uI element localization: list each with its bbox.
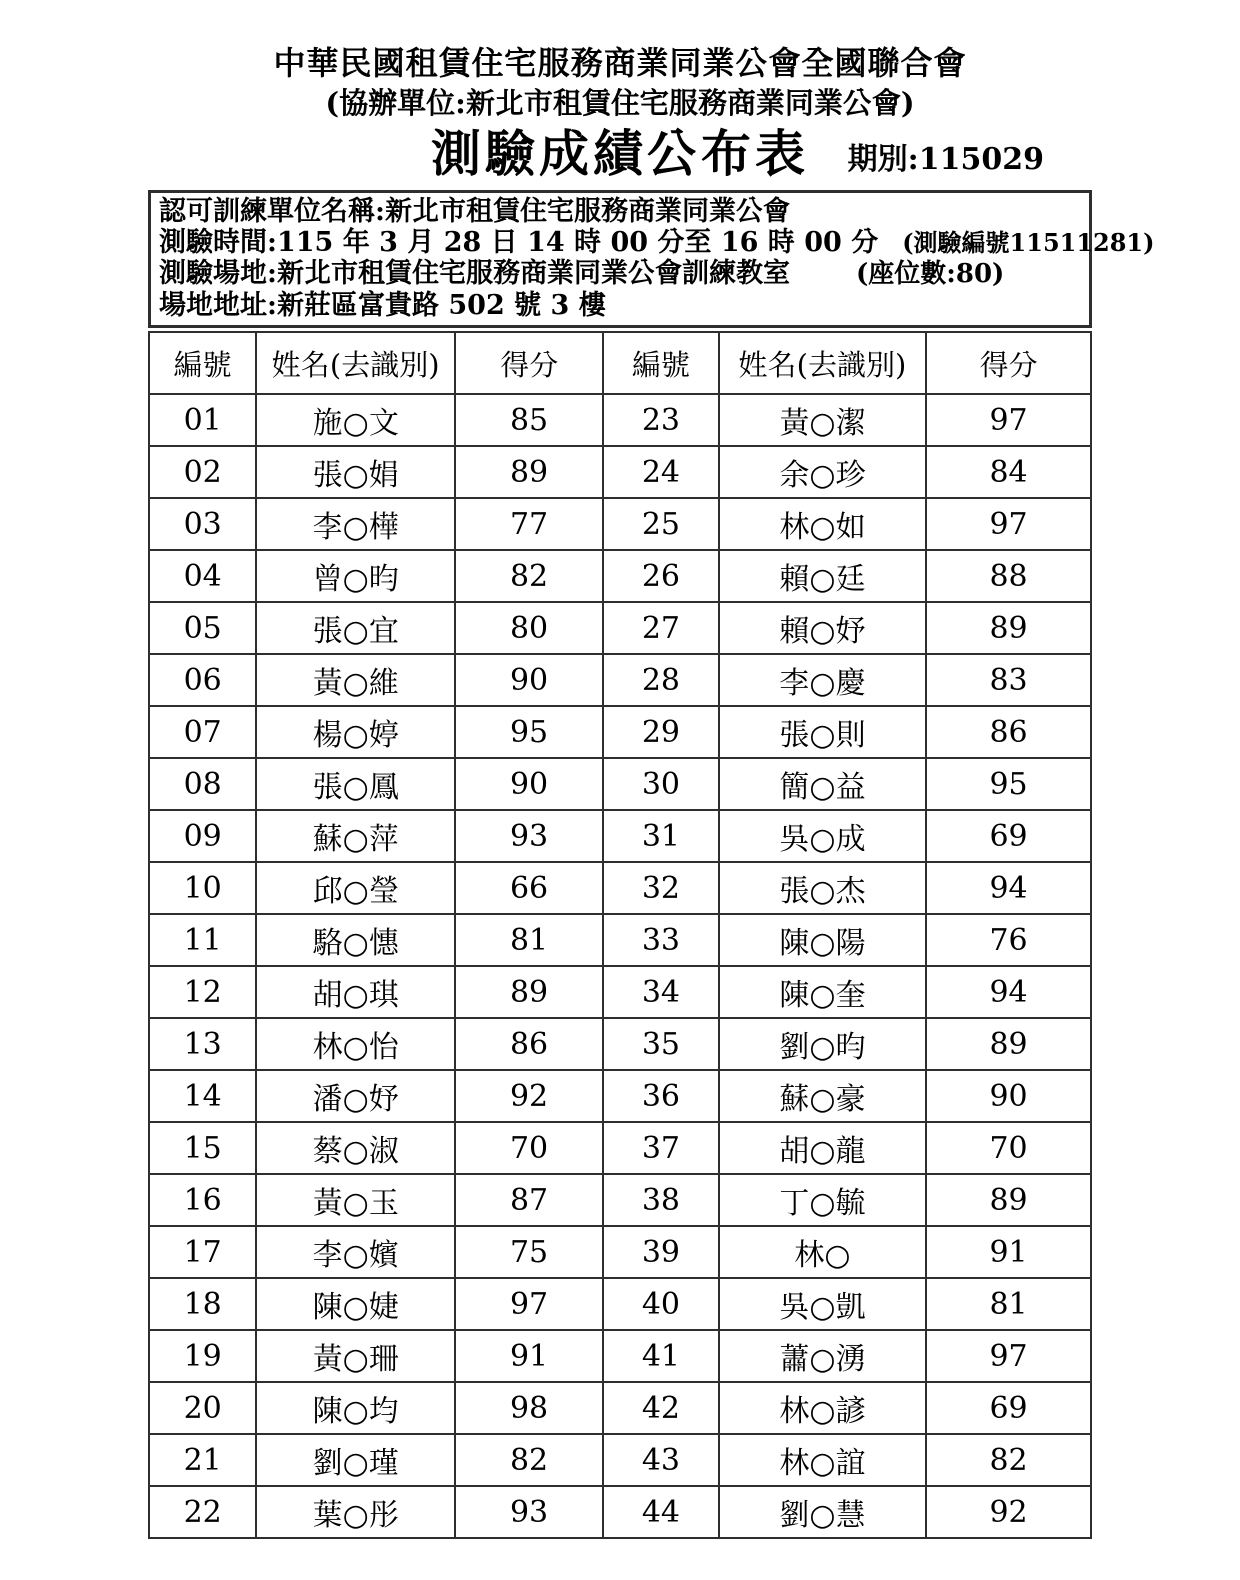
number-cell: 05 bbox=[149, 602, 256, 654]
name-cell: 簡○益 bbox=[719, 758, 926, 810]
score-cell: 93 bbox=[455, 810, 603, 862]
name-cell: 林○怡 bbox=[256, 1018, 455, 1070]
number-cell: 42 bbox=[603, 1382, 719, 1434]
training-unit-line: 認可訓練單位名稱:新北市租賃住宅服務商業同業公會 bbox=[159, 196, 790, 227]
score-cell: 90 bbox=[455, 654, 603, 706]
name-cell: 張○則 bbox=[719, 706, 926, 758]
score-cell: 90 bbox=[455, 758, 603, 810]
table-row bbox=[149, 1018, 1091, 1070]
name-cell: 張○鳳 bbox=[256, 758, 455, 810]
name-cell: 吳○凱 bbox=[719, 1278, 926, 1330]
score-cell: 86 bbox=[926, 706, 1091, 758]
number-cell: 33 bbox=[603, 914, 719, 966]
col-score-right: 得分 bbox=[926, 332, 1091, 394]
score-cell: 85 bbox=[455, 394, 603, 446]
number-cell: 44 bbox=[603, 1486, 719, 1538]
name-cell: 林○ bbox=[719, 1226, 926, 1278]
table-row bbox=[149, 914, 1091, 966]
exam-time-line bbox=[159, 227, 1155, 258]
score-table-body bbox=[149, 394, 1091, 1538]
number-cell: 12 bbox=[149, 966, 256, 1018]
score-cell: 97 bbox=[926, 394, 1091, 446]
score-cell: 91 bbox=[926, 1226, 1091, 1278]
document-content bbox=[148, 42, 1155, 1539]
name-cell: 賴○妤 bbox=[719, 602, 926, 654]
name-cell: 胡○龍 bbox=[719, 1122, 926, 1174]
score-cell: 92 bbox=[455, 1070, 603, 1122]
number-cell: 04 bbox=[149, 550, 256, 602]
table-row bbox=[149, 602, 1091, 654]
organization-name: 中華民國租賃住宅服務商業同業公會全國聯合會 bbox=[273, 44, 967, 82]
table-row bbox=[149, 446, 1091, 498]
number-cell: 02 bbox=[149, 446, 256, 498]
number-cell: 34 bbox=[603, 966, 719, 1018]
score-table bbox=[148, 331, 1092, 1539]
score-cell: 81 bbox=[926, 1278, 1091, 1330]
table-row bbox=[149, 758, 1091, 810]
name-cell: 駱○憓 bbox=[256, 914, 455, 966]
col-number-left: 編號 bbox=[149, 332, 256, 394]
table-row bbox=[149, 1486, 1091, 1538]
score-cell: 93 bbox=[455, 1486, 603, 1538]
score-cell: 87 bbox=[455, 1174, 603, 1226]
table-row bbox=[149, 706, 1091, 758]
number-cell: 16 bbox=[149, 1174, 256, 1226]
score-cell: 76 bbox=[926, 914, 1091, 966]
score-cell: 69 bbox=[926, 810, 1091, 862]
score-cell: 66 bbox=[455, 862, 603, 914]
score-cell: 95 bbox=[926, 758, 1091, 810]
score-cell: 94 bbox=[926, 966, 1091, 1018]
name-cell: 蕭○湧 bbox=[719, 1330, 926, 1382]
score-cell: 70 bbox=[926, 1122, 1091, 1174]
number-cell: 23 bbox=[603, 394, 719, 446]
table-header-row bbox=[149, 332, 1091, 394]
number-cell: 06 bbox=[149, 654, 256, 706]
name-cell: 張○宜 bbox=[256, 602, 455, 654]
number-cell: 31 bbox=[603, 810, 719, 862]
col-score-left: 得分 bbox=[455, 332, 603, 394]
score-cell: 94 bbox=[926, 862, 1091, 914]
seat-count-note: (座位數:80) bbox=[855, 259, 1005, 289]
score-cell: 80 bbox=[455, 602, 603, 654]
number-cell: 30 bbox=[603, 758, 719, 810]
exam-number-note: (測驗編號11511281) bbox=[902, 228, 1155, 257]
number-cell: 22 bbox=[149, 1486, 256, 1538]
name-cell: 劉○昀 bbox=[719, 1018, 926, 1070]
name-cell: 余○珍 bbox=[719, 446, 926, 498]
number-cell: 03 bbox=[149, 498, 256, 550]
name-cell: 曾○昀 bbox=[256, 550, 455, 602]
name-cell: 陳○婕 bbox=[256, 1278, 455, 1330]
name-cell: 林○誼 bbox=[719, 1434, 926, 1486]
co-organizer-line: (協辦單位:新北市租賃住宅服務商業同業公會) bbox=[325, 86, 915, 120]
score-cell: 89 bbox=[926, 1018, 1091, 1070]
table-row bbox=[149, 862, 1091, 914]
score-cell: 91 bbox=[455, 1330, 603, 1382]
number-cell: 01 bbox=[149, 394, 256, 446]
name-cell: 賴○廷 bbox=[719, 550, 926, 602]
score-cell: 70 bbox=[455, 1122, 603, 1174]
score-cell: 97 bbox=[926, 498, 1091, 550]
number-cell: 37 bbox=[603, 1122, 719, 1174]
name-cell: 張○杰 bbox=[719, 862, 926, 914]
table-row bbox=[149, 1226, 1091, 1278]
number-cell: 20 bbox=[149, 1382, 256, 1434]
number-cell: 09 bbox=[149, 810, 256, 862]
table-row bbox=[149, 1278, 1091, 1330]
table-row bbox=[149, 498, 1091, 550]
score-cell: 83 bbox=[926, 654, 1091, 706]
name-cell: 吳○成 bbox=[719, 810, 926, 862]
number-cell: 36 bbox=[603, 1070, 719, 1122]
number-cell: 14 bbox=[149, 1070, 256, 1122]
number-cell: 29 bbox=[603, 706, 719, 758]
number-cell: 41 bbox=[603, 1330, 719, 1382]
score-cell: 86 bbox=[455, 1018, 603, 1070]
table-row bbox=[149, 1382, 1091, 1434]
score-cell: 97 bbox=[455, 1278, 603, 1330]
exam-time-text: 測驗時間:115 年 3 月 28 日 14 時 00 分至 16 時 00 分 bbox=[159, 227, 879, 258]
name-cell: 林○諺 bbox=[719, 1382, 926, 1434]
name-cell: 劉○慧 bbox=[719, 1486, 926, 1538]
number-cell: 08 bbox=[149, 758, 256, 810]
name-cell: 陳○均 bbox=[256, 1382, 455, 1434]
number-cell: 11 bbox=[149, 914, 256, 966]
score-cell: 69 bbox=[926, 1382, 1091, 1434]
period-label: 期別:115029 bbox=[847, 142, 1044, 177]
name-cell: 邱○瑩 bbox=[256, 862, 455, 914]
number-cell: 21 bbox=[149, 1434, 256, 1486]
table-row bbox=[149, 1174, 1091, 1226]
name-cell: 黃○珊 bbox=[256, 1330, 455, 1382]
name-cell: 施○文 bbox=[256, 394, 455, 446]
name-cell: 劉○瑾 bbox=[256, 1434, 455, 1486]
number-cell: 38 bbox=[603, 1174, 719, 1226]
table-row bbox=[149, 1330, 1091, 1382]
score-cell: 82 bbox=[455, 1434, 603, 1486]
number-cell: 19 bbox=[149, 1330, 256, 1382]
name-cell: 楊○婷 bbox=[256, 706, 455, 758]
name-cell: 陳○奎 bbox=[719, 966, 926, 1018]
name-cell: 葉○彤 bbox=[256, 1486, 455, 1538]
number-cell: 25 bbox=[603, 498, 719, 550]
exam-info-box bbox=[148, 190, 1155, 328]
name-cell: 蘇○萍 bbox=[256, 810, 455, 862]
exam-venue-text: 測驗場地:新北市租賃住宅服務商業同業公會訓練教室 bbox=[159, 258, 790, 289]
name-cell: 黃○玉 bbox=[256, 1174, 455, 1226]
table-row bbox=[149, 654, 1091, 706]
name-cell: 林○如 bbox=[719, 498, 926, 550]
exam-venue-line bbox=[159, 258, 1081, 290]
score-cell: 89 bbox=[455, 966, 603, 1018]
name-cell: 胡○琪 bbox=[256, 966, 455, 1018]
score-cell: 90 bbox=[926, 1070, 1091, 1122]
number-cell: 18 bbox=[149, 1278, 256, 1330]
table-row bbox=[149, 1122, 1091, 1174]
number-cell: 27 bbox=[603, 602, 719, 654]
score-cell: 84 bbox=[926, 446, 1091, 498]
table-row bbox=[149, 550, 1091, 602]
name-cell: 潘○妤 bbox=[256, 1070, 455, 1122]
number-cell: 39 bbox=[603, 1226, 719, 1278]
name-cell: 陳○陽 bbox=[719, 914, 926, 966]
col-name-left: 姓名(去識別) bbox=[256, 332, 455, 394]
score-cell: 88 bbox=[926, 550, 1091, 602]
name-cell: 李○樺 bbox=[256, 498, 455, 550]
score-cell: 89 bbox=[455, 446, 603, 498]
score-cell: 75 bbox=[455, 1226, 603, 1278]
name-cell: 黃○潔 bbox=[719, 394, 926, 446]
name-cell: 丁○毓 bbox=[719, 1174, 926, 1226]
number-cell: 28 bbox=[603, 654, 719, 706]
score-cell: 97 bbox=[926, 1330, 1091, 1382]
score-cell: 98 bbox=[455, 1382, 603, 1434]
number-cell: 26 bbox=[603, 550, 719, 602]
number-cell: 15 bbox=[149, 1122, 256, 1174]
score-cell: 89 bbox=[926, 1174, 1091, 1226]
name-cell: 黃○維 bbox=[256, 654, 455, 706]
score-cell: 77 bbox=[455, 498, 603, 550]
number-cell: 43 bbox=[603, 1434, 719, 1486]
col-name-right: 姓名(去識別) bbox=[719, 332, 926, 394]
number-cell: 24 bbox=[603, 446, 719, 498]
number-cell: 17 bbox=[149, 1226, 256, 1278]
name-cell: 張○娟 bbox=[256, 446, 455, 498]
name-cell: 李○慶 bbox=[719, 654, 926, 706]
page-title: 測驗成績公布表 bbox=[431, 124, 809, 183]
score-cell: 92 bbox=[926, 1486, 1091, 1538]
col-number-right: 編號 bbox=[603, 332, 719, 394]
number-cell: 32 bbox=[603, 862, 719, 914]
name-cell: 蔡○淑 bbox=[256, 1122, 455, 1174]
table-row bbox=[149, 1434, 1091, 1486]
table-row bbox=[149, 810, 1091, 862]
number-cell: 13 bbox=[149, 1018, 256, 1070]
number-cell: 35 bbox=[603, 1018, 719, 1070]
number-cell: 10 bbox=[149, 862, 256, 914]
name-cell: 李○嬪 bbox=[256, 1226, 455, 1278]
score-cell: 82 bbox=[455, 550, 603, 602]
score-cell: 89 bbox=[926, 602, 1091, 654]
title-row bbox=[148, 124, 1092, 182]
score-cell: 82 bbox=[926, 1434, 1091, 1486]
name-cell: 蘇○豪 bbox=[719, 1070, 926, 1122]
score-cell: 95 bbox=[455, 706, 603, 758]
score-cell: 81 bbox=[455, 914, 603, 966]
number-cell: 40 bbox=[603, 1278, 719, 1330]
number-cell: 07 bbox=[149, 706, 256, 758]
venue-address-line: 場地地址:新莊區富貴路 502 號 3 樓 bbox=[159, 290, 606, 321]
table-row bbox=[149, 1070, 1091, 1122]
table-row bbox=[149, 966, 1091, 1018]
table-row bbox=[149, 394, 1091, 446]
